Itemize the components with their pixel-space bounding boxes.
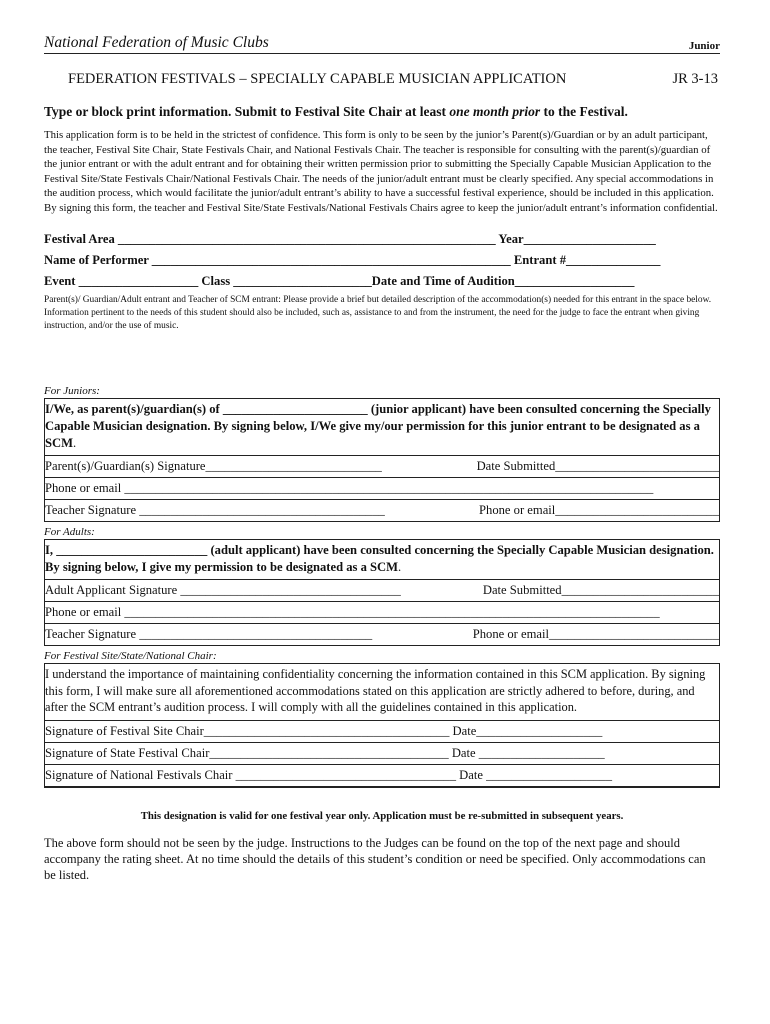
accommodation-note: Parent(s)/ Guardian/Adult entrant and Teacher of SCM entrant: Please provide a brief but detailed description of the accommodation(s) needed for this entrant in the space below. Information pertinent to the needs of this student should also be included, such as, assistance to and from the instrument, the need for the judge to face the entrant when giving instruction, and/or the use of music. bbox=[44, 295, 712, 332]
juniors-label: For Juniors: bbox=[44, 385, 720, 399]
juniors-statement-text: I/We, as parent(s)/guardian(s) of _______________________ (junior applicant) have been consulted concerning the Specially Capable Musician designation. By signing below, I/We give my/our permission for this junior entrant to be designated as a SCM bbox=[45, 402, 711, 451]
adult-teacher-line bbox=[45, 623, 719, 645]
national-chair-line bbox=[45, 764, 719, 787]
juniors-statement-end: . bbox=[73, 436, 77, 451]
adult-signature-line bbox=[45, 579, 719, 601]
instruction-before: Type or block print information. Submit to Festival Site Chair at least bbox=[44, 104, 450, 119]
adults-label: For Adults: bbox=[44, 526, 720, 540]
junior-phone-field[interactable]: Phone or email ____________________________________________________________________________________ bbox=[45, 481, 654, 496]
juniors-section bbox=[44, 399, 720, 522]
parent-date-field[interactable]: Date Submitted__________________________ bbox=[476, 459, 719, 474]
adult-signature-field[interactable]: Adult Applicant Signature ___________________________________ bbox=[45, 583, 401, 598]
chairs-statement: I understand the importance of maintaining confidentiality concerning the information contained in this SCM application. By signing this form, I will make sure all aforementioned accommodations stated on this application are strictly adhered to before, during, and after the SCM entrant’s audition process. I will comply with all the guidelines contained in this application. bbox=[45, 667, 706, 715]
junior-phone-line bbox=[45, 477, 719, 499]
state-chair-signature-field[interactable]: Signature of State Festival Chair______________________________________ Date ____________________ bbox=[45, 745, 605, 760]
adult-date-field[interactable]: Date Submitted_________________________ bbox=[482, 583, 719, 598]
adults-statement-text: I, ________________________ (adult applicant) have been consulted concerning the Specially Capable Musician designation. By signing below, I give my permission to be designated as a SCM bbox=[45, 543, 714, 575]
adult-phone-line bbox=[45, 601, 719, 623]
closing-note: The above form should not be seen by the judge. Instructions to the Judges can be found on the top of the next page and should accompany the rating sheet. At no time should the details of this student’s condition or need be specified. Only accommodations can be listed. bbox=[44, 835, 706, 883]
junior-teacher-signature-field[interactable]: Teacher Signature _______________________________________ bbox=[45, 503, 385, 518]
instruction-emphasis: one month prior bbox=[449, 104, 541, 119]
form-title-text: FEDERATION FESTIVALS – SPECIALLY CAPABLE MUSICIAN APPLICATION bbox=[68, 71, 567, 87]
state-chair-line bbox=[45, 742, 719, 764]
chairs-section bbox=[44, 664, 720, 787]
parent-signature-field[interactable]: Parent(s)/Guardian(s) Signature____________________________ bbox=[45, 459, 382, 474]
application-form bbox=[44, 34, 720, 884]
adult-phone-field[interactable]: Phone or email _____________________________________________________________________________________ bbox=[45, 605, 660, 620]
site-chair-signature-field[interactable]: Signature of Festival Site Chair_______________________________________ Date____________________ bbox=[45, 723, 603, 738]
form-code: JR 3-13 bbox=[672, 71, 718, 87]
validity-note: This designation is valid for one festival year only. Application must be re-submitted in subsequent years. bbox=[140, 809, 624, 822]
level-label: Junior bbox=[688, 40, 720, 52]
instruction-after: to the Festival. bbox=[540, 104, 628, 119]
parent-signature-line bbox=[45, 455, 719, 477]
confidentiality-paragraph: This application form is to be held in the strictest of confidence. This form is only to be seen by the junior’s Parent(s)/Guardian or by an adult participant, the teacher, Festival Site Chair, State Festivals Chair, and National Festivals Chair. The teacher is responsible for consulting with the parent(s)/guardian of the junior entrant or with the adult entrant and for obtaining their written permission prior to submitting the Specially Capable Musician Application to the Festival Site/State Festivals Chair/National Festivals Chair. The needs of the junior/adult entrant must be clearly specified. Any special accommodations in the audition process, which would facilitate the junior/adult entrant’s ability to have a successful festival experience, should be included in this application. By signing this form, the teacher and Festival Site/State Festivals/National Festivals Chairs agree to keep the junior/adult entrant’s information confidential. bbox=[44, 129, 718, 214]
junior-teacher-phone-field[interactable]: Phone or email__________________________ bbox=[479, 503, 719, 518]
adult-teacher-signature-field[interactable]: Teacher Signature _____________________________________ bbox=[45, 627, 373, 642]
adults-statement bbox=[45, 542, 719, 579]
adults-statement-end: . bbox=[398, 560, 402, 575]
adult-teacher-phone-field[interactable]: Phone or email___________________________ bbox=[472, 627, 719, 642]
juniors-statement bbox=[45, 401, 719, 455]
organization-name: National Federation of Music Clubs bbox=[44, 34, 269, 51]
chairs-label: For Festival Site/State/National Chair: bbox=[44, 650, 720, 664]
form-title bbox=[44, 71, 720, 88]
submission-instruction bbox=[44, 104, 720, 120]
junior-teacher-line bbox=[45, 499, 719, 521]
event-class-audition-field[interactable]: Event ___________________ Class ______________________Date and Time of Audition___________________ bbox=[44, 274, 635, 289]
document-header bbox=[44, 34, 720, 54]
performer-entrant-field[interactable]: Name of Performer _________________________________________________________ Entrant #_______________ bbox=[44, 252, 661, 267]
site-chair-line bbox=[45, 720, 719, 742]
festival-area-year-field[interactable]: Festival Area ____________________________________________________________ Year_____________________ bbox=[44, 231, 656, 246]
adults-section bbox=[44, 540, 720, 646]
entry-fields bbox=[44, 229, 720, 293]
national-chair-signature-field[interactable]: Signature of National Festivals Chair ___________________________________ Date ____________________ bbox=[45, 767, 613, 782]
